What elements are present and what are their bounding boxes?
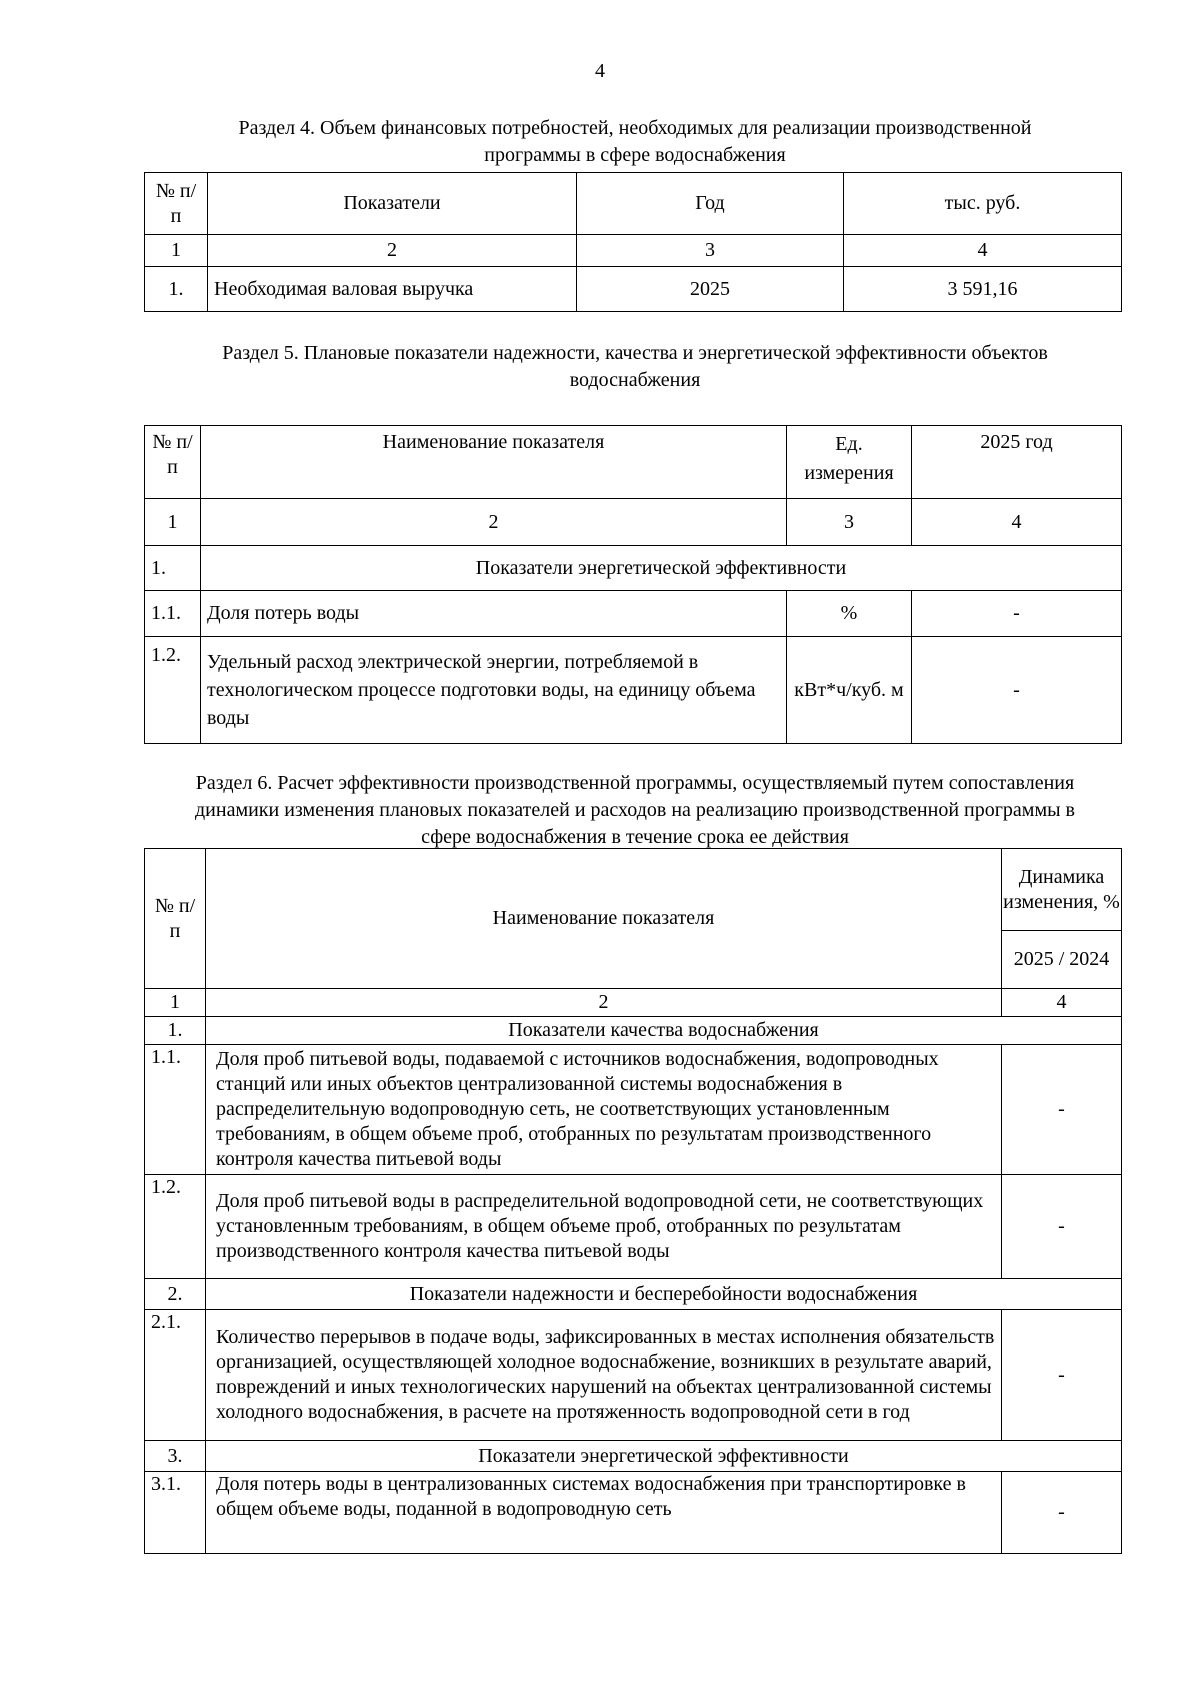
row-number: 1. bbox=[145, 267, 208, 312]
row-number: 1. bbox=[145, 1017, 206, 1045]
group-label: Показатели качества водоснабжения bbox=[206, 1017, 1122, 1045]
section5-title bbox=[130, 340, 1140, 394]
title-line: водоснабжения bbox=[569, 369, 701, 391]
group-row bbox=[145, 1279, 1122, 1310]
unit: % bbox=[787, 591, 912, 637]
value: - bbox=[912, 637, 1122, 744]
row-number: 1.2. bbox=[145, 1175, 206, 1279]
table-row bbox=[145, 267, 1122, 312]
row-number: 2.1. bbox=[145, 1310, 206, 1441]
group-label: Показатели надежности и бесперебойности водоснабжения bbox=[206, 1279, 1122, 1310]
row-number: 1.2. bbox=[145, 637, 201, 744]
group-row bbox=[145, 1441, 1122, 1472]
header-cell: № п/п bbox=[145, 849, 206, 989]
indicator-name: Количество перерывов в подаче воды, зафиксированных в местах исполнения обязательств организацией, осуществляющей холодное водоснабжение, возникших в результате аварий, повреждений и иных технологических нарушений на объектах централизованной системы холодного водоснабжения, в расчете на протяженность водопроводной сети в год bbox=[206, 1310, 1002, 1441]
table-row bbox=[145, 1175, 1122, 1279]
table-row bbox=[145, 1310, 1122, 1441]
indicator-name: Удельный расход электрической энергии, потребляемой в технологическом процессе подготовки воды, на единицу объема воды bbox=[201, 637, 787, 744]
section6-title bbox=[120, 770, 1150, 851]
header-cell: Показатели bbox=[208, 173, 577, 235]
value: - bbox=[912, 591, 1122, 637]
column-number: 3 bbox=[787, 499, 912, 546]
header-cell: 2025 / 2024 bbox=[1002, 931, 1122, 989]
column-number: 3 bbox=[577, 235, 844, 267]
row-number: 1.1. bbox=[145, 1045, 206, 1175]
column-number: 1 bbox=[145, 235, 208, 267]
page-number: 4 bbox=[595, 60, 605, 82]
unit: кВт*ч/куб. м bbox=[787, 637, 912, 744]
value: - bbox=[1002, 1310, 1122, 1441]
table-row bbox=[145, 637, 1122, 744]
indicator-name: Доля проб питьевой воды в распределительной водопроводной сети, не соответствующих установленным требованиям, в общем объеме проб, отобранных по результатам производственного контроля качества питьевой воды bbox=[206, 1175, 1002, 1279]
header-cell: тыс. руб. bbox=[844, 173, 1122, 235]
section4-title bbox=[130, 115, 1140, 169]
column-number: 2 bbox=[206, 989, 1002, 1017]
value: - bbox=[1002, 1175, 1122, 1279]
header-cell: № п/п bbox=[145, 173, 208, 235]
row-number: 3. bbox=[145, 1441, 206, 1472]
column-number: 4 bbox=[1002, 989, 1122, 1017]
title-line: программы в сфере водоснабжения bbox=[484, 144, 786, 166]
row-number: 1.1. bbox=[145, 591, 201, 637]
efficiency-table bbox=[144, 848, 1122, 1554]
table-row bbox=[145, 1045, 1122, 1175]
title-line: динамики изменения плановых показателей и расходов на реализацию производственной программы в bbox=[194, 799, 1075, 821]
header-cell: Наименование показателя bbox=[206, 849, 1002, 989]
header-cell: Динамика изменения, % bbox=[1002, 849, 1122, 931]
value: - bbox=[1002, 1472, 1122, 1554]
amount: 3 591,16 bbox=[844, 267, 1122, 312]
group-row bbox=[145, 546, 1122, 591]
header-cell: № п/п bbox=[145, 426, 201, 499]
indicator-name: Доля потерь воды в централизованных системах водоснабжения при транспортировке в общем объеме воды, поданной в водопроводную сеть bbox=[206, 1472, 1002, 1554]
value: - bbox=[1002, 1045, 1122, 1175]
column-number: 2 bbox=[201, 499, 787, 546]
row-number: 3.1. bbox=[145, 1472, 206, 1554]
header-cell: Ед. измерения bbox=[787, 426, 912, 499]
table-row bbox=[145, 591, 1122, 637]
header-cell: Год bbox=[577, 173, 844, 235]
title-line: Раздел 6. Расчет эффективности производственной программы, осуществляемый путем сопоставления bbox=[195, 772, 1075, 794]
column-number: 4 bbox=[912, 499, 1122, 546]
group-label: Показатели энергетической эффективности bbox=[201, 546, 1122, 591]
group-row bbox=[145, 1017, 1122, 1045]
header-cell: 2025 год bbox=[912, 426, 1122, 499]
indicator-name: Доля потерь воды bbox=[201, 591, 787, 637]
title-line: Раздел 4. Объем финансовых потребностей, необходимых для реализации производственной bbox=[238, 117, 1032, 139]
column-number: 2 bbox=[208, 235, 577, 267]
group-label: Показатели энергетической эффективности bbox=[206, 1441, 1122, 1472]
column-number: 1 bbox=[145, 499, 201, 546]
table-row bbox=[145, 1472, 1122, 1554]
column-number: 1 bbox=[145, 989, 206, 1017]
title-line: сфере водоснабжения в течение срока ее действия bbox=[421, 826, 849, 848]
header-cell: Наименование показателя bbox=[201, 426, 787, 499]
year: 2025 bbox=[577, 267, 844, 312]
planned-indicators-table bbox=[144, 425, 1122, 744]
column-number: 4 bbox=[844, 235, 1122, 267]
title-line: Раздел 5. Плановые показатели надежности, качества и энергетической эффективности объектов bbox=[222, 342, 1048, 364]
indicator-name: Необходимая валовая выручка bbox=[208, 267, 577, 312]
row-number: 2. bbox=[145, 1279, 206, 1310]
financial-needs-table bbox=[144, 172, 1122, 312]
indicator-name: Доля проб питьевой воды, подаваемой с источников водоснабжения, водопроводных станций или иных объектов централизованной системы водоснабжения в распределительную водопроводную сеть, не соответствующих установленным требованиям, в общем объеме проб, отобранных по результатам производственного контроля качества питьевой воды bbox=[206, 1045, 1002, 1175]
row-number: 1. bbox=[145, 546, 201, 591]
